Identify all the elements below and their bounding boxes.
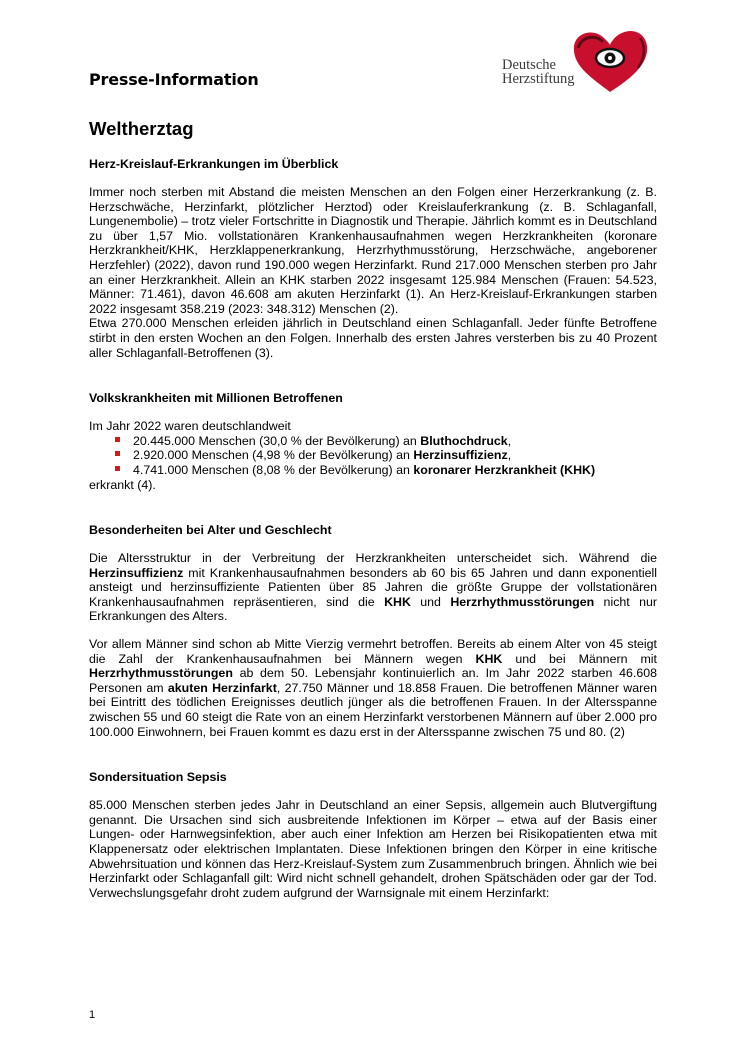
page-title: Weltherztag xyxy=(89,118,194,139)
logo-line-2: Herzstiftung xyxy=(502,71,575,87)
section-heading: Volkskrankheiten mit Millionen Betroffenen xyxy=(89,391,343,406)
document-body xyxy=(89,156,657,900)
heart-eye-icon xyxy=(570,28,650,94)
paragraph: erkrankt (4). xyxy=(89,477,156,492)
paragraph: Die Altersstruktur in der Verbreitung der Herzkrankheiten unterscheidet sich. Während die Herzinsuffizienz mit Krankenhausaufnahmen besonders ab 60 bis 65 Jahren und dann exponentiell ansteigt und herzinsuffiziente Patienten über 85 Jahren die größte Gruppe der vollstationären Krankenhausaufnahmen repräsentieren, sind die KHK und Herzrhythmusstörungen nicht nur Erkrankungen des Alters. xyxy=(89,551,657,624)
list-item: 4.741.000 Menschen (8,08 % der Bevölkerung) an koronarer Herzkrankheit (KHK) xyxy=(89,463,657,478)
logo-line-1: Deutsche xyxy=(502,57,556,73)
section-heading: Herz-Kreislauf-Erkrankungen im Überblick xyxy=(89,157,339,171)
bullet-list xyxy=(89,434,657,478)
bullet-square-icon xyxy=(115,466,120,471)
list-item: 2.920.000 Menschen (4,98 % der Bevölkerung) an Herzinsuffizienz, xyxy=(89,448,657,463)
press-label: Presse-Information xyxy=(89,70,259,89)
bullet-square-icon xyxy=(115,451,120,456)
section-heading: Besonderheiten bei Alter und Geschlecht xyxy=(89,523,332,538)
logo-wordmark xyxy=(502,58,574,86)
page-number: 1 xyxy=(89,1009,96,1021)
list-item: 20.445.000 Menschen (30,0 % der Bevölkerung) an Bluthochdruck, xyxy=(89,434,657,449)
section-heading: Sondersituation Sepsis xyxy=(89,770,227,785)
paragraph: 85.000 Menschen sterben jedes Jahr in Deutschland an einer Sepsis, allgemein auch Blutvergiftung genannt. Die Ursachen sind sich ausbreitende Infektionen im Körper – etwa auf der Basis einer Lungen- oder Harnwegsinfektion, aber auch einer Infektion am Herzen bei Risikopatienten etwa mit Klappenersatz oder elektrischen Implantaten. Diese Infektionen bringen den Körper in eine kritische Abwehrsituation und können das Herz-Kreislauf-System zum Zusammenbruch bringen. Ähnlich wie bei Herzinfarkt oder Schlaganfall gilt: Wird nicht schnell gehandelt, drohen Spätschäden oder gar der Tod. Verwechslungsgefahr droht zudem aufgrund der Warnsignale mit einem Herzinfarkt: xyxy=(89,798,657,900)
deutsche-herzstiftung-logo xyxy=(498,28,658,96)
paragraph: Immer noch sterben mit Abstand die meisten Menschen an den Folgen einer Herzerkrankung (z. B. Herzschwäche, Herzinfarkt, plötzlicher Herztod) oder Kreislauferkrankung (z. B. Schlaganfall, Lungenembolie) – trotz vieler Fortschritte in Diagnostik und Therapie. Jährlich kommt es in Deutschland zu über 1,57 Mio. vollstationären Krankenhausaufnahmen wegen Herzkrankheiten (koronare Herzkrankheit/KHK, Herzklappenerkrankung, Herzrhythmusstörung, Herzschwäche, angeborener Herzfehler) (2022), davon rund 190.000 wegen Herzinfarkt. Rund 217.000 Menschen sterben pro Jahr an einer Herzkrankheit. Allein an KHK starben 2022 insgesamt 125.984 Menschen (Frauen: 54.523, Männer: 71.461), davon 46.608 am akuten Herzinfarkt (1). An Herz-Kreislauf-Erkrankungen starben 2022 insgesamt 358.219 (2023: 348.312) Menschen (2). xyxy=(89,185,657,316)
bullet-square-icon xyxy=(115,437,120,442)
paragraph: Etwa 270.000 Menschen erleiden jährlich in Deutschland einen Schlaganfall. Jeder fünfte Betroffene stirbt in den ersten Wochen an den Folgen. Innerhalb des ersten Jahres versterben bis zu 40 Prozent aller Schlaganfall-Betroffenen (3). xyxy=(89,316,657,360)
paragraph: Im Jahr 2022 waren deutschlandweit xyxy=(89,419,291,434)
paragraph: Vor allem Männer sind schon ab Mitte Vierzig vermehrt betroffen. Bereits ab einem Alter von 45 steigt die Zahl der Krankenhausaufnahmen bei Männern wegen KHK und bei Männern mit Herzrhythmusstörungen ab dem 50. Lebensjahr kontinuierlich an. Im Jahr 2022 starben 46.608 Personen am akuten Herzinfarkt, 27.750 Männer und 18.858 Frauen. Die betroffenen Männer waren bei Eintritt des tödlichen Ereignisses deutlich jünger als die betroffenen Frauen. In der Altersspanne zwischen 55 und 60 steigt die Rate von an einem Herzinfarkt verstorbenen Männern auf über 2.000 pro 100.000 Einwohnern, bei Frauen kommt es dazu erst in der Altersspanne zwischen 75 und 80. (2) xyxy=(89,637,657,739)
